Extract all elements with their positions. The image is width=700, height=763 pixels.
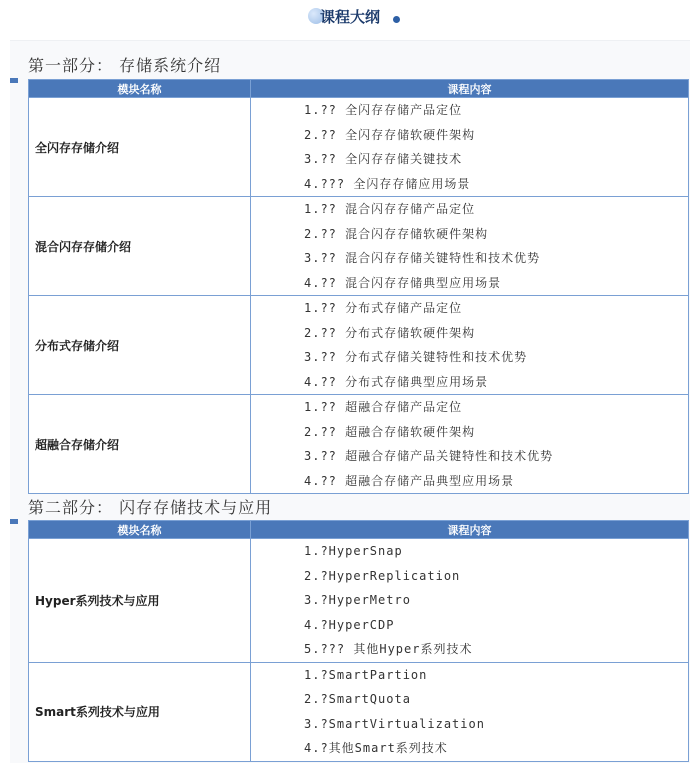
list-item: 4.?? 混合闪存存储典型应用场景 bbox=[304, 275, 502, 290]
table-header-row bbox=[29, 80, 689, 98]
list-item: 3.?? 全闪存存储关键技术 bbox=[304, 152, 463, 166]
list-item: 3.?SmartVirtualization bbox=[304, 716, 485, 731]
list-item: 3.?HyperMetro bbox=[304, 593, 411, 607]
list-item: 4.?其他Smart系列技术 bbox=[304, 741, 448, 755]
list-item: 4.?HyperCDP bbox=[304, 617, 395, 632]
module-name: 混合闪存存储介绍 bbox=[29, 197, 251, 296]
module-name: 全闪存存储介绍 bbox=[29, 98, 251, 197]
table-row bbox=[29, 296, 689, 395]
column-header-content: 课程内容 bbox=[251, 521, 689, 539]
module-items bbox=[251, 395, 689, 494]
table-row bbox=[29, 395, 689, 494]
list-item: 2.?? 分布式存储软硬件架构 bbox=[304, 325, 476, 340]
column-header-content: 课程内容 bbox=[251, 80, 689, 98]
list-item: 2.?? 混合闪存存储软硬件架构 bbox=[304, 226, 489, 241]
table-corner-decoration bbox=[10, 78, 18, 83]
list-item: 1.?? 分布式存储产品定位 bbox=[304, 301, 463, 315]
table-row bbox=[29, 197, 689, 296]
module-items bbox=[251, 662, 689, 761]
table-corner-decoration bbox=[10, 519, 18, 524]
column-header-module: 模块名称 bbox=[29, 521, 251, 539]
part1-table bbox=[28, 79, 689, 494]
page-title: 课程大纲 bbox=[319, 8, 380, 26]
dot-decoration-icon bbox=[393, 16, 400, 23]
table-row bbox=[29, 539, 689, 663]
list-item: 3.?? 分布式存储关键特性和技术优势 bbox=[304, 350, 528, 364]
outline-content bbox=[10, 40, 690, 763]
list-item: 1.?HyperSnap bbox=[304, 544, 403, 558]
list-item: 1.?? 全闪存存储产品定位 bbox=[304, 103, 463, 117]
part2-table bbox=[28, 520, 689, 762]
module-name: 分布式存储介绍 bbox=[29, 296, 251, 395]
module-items bbox=[251, 296, 689, 395]
list-item: 1.?SmartPartion bbox=[304, 667, 428, 682]
module-name: 超融合存储介绍 bbox=[29, 395, 251, 494]
module-items bbox=[251, 539, 689, 663]
section-title-part1: 第一部分： 存储系统介绍 bbox=[28, 56, 222, 75]
list-item: 2.?SmartQuota bbox=[304, 692, 411, 706]
list-item: 1.?? 超融合存储产品定位 bbox=[304, 400, 463, 414]
module-name: Hyper系列技术与应用 bbox=[29, 539, 251, 663]
module-items bbox=[251, 197, 689, 296]
list-item: 3.?? 超融合存储产品关键特性和技术优势 bbox=[304, 449, 554, 463]
list-item: 4.?? 超融合存储产品典型应用场景 bbox=[304, 473, 515, 488]
table-header-row bbox=[29, 521, 689, 539]
column-header-module: 模块名称 bbox=[29, 80, 251, 98]
header-banner bbox=[0, 0, 700, 34]
list-item: 2.?? 全闪存存储软硬件架构 bbox=[304, 127, 476, 142]
table-row bbox=[29, 662, 689, 761]
list-item: 2.?? 超融合存储软硬件架构 bbox=[304, 424, 476, 439]
list-item: 4.?? 分布式存储典型应用场景 bbox=[304, 374, 489, 389]
list-item: 4.??? 全闪存存储应用场景 bbox=[304, 176, 471, 191]
list-item: 1.?? 混合闪存存储产品定位 bbox=[304, 202, 476, 216]
list-item: 5.??? 其他Hyper系列技术 bbox=[304, 642, 473, 656]
section-title-part2: 第二部分： 闪存存储技术与应用 bbox=[28, 498, 273, 517]
list-item: 2.?HyperReplication bbox=[304, 568, 461, 583]
table-row bbox=[29, 98, 689, 197]
module-items bbox=[251, 98, 689, 197]
list-item: 3.?? 混合闪存存储关键特性和技术优势 bbox=[304, 251, 541, 265]
module-name: Smart系列技术与应用 bbox=[29, 662, 251, 761]
